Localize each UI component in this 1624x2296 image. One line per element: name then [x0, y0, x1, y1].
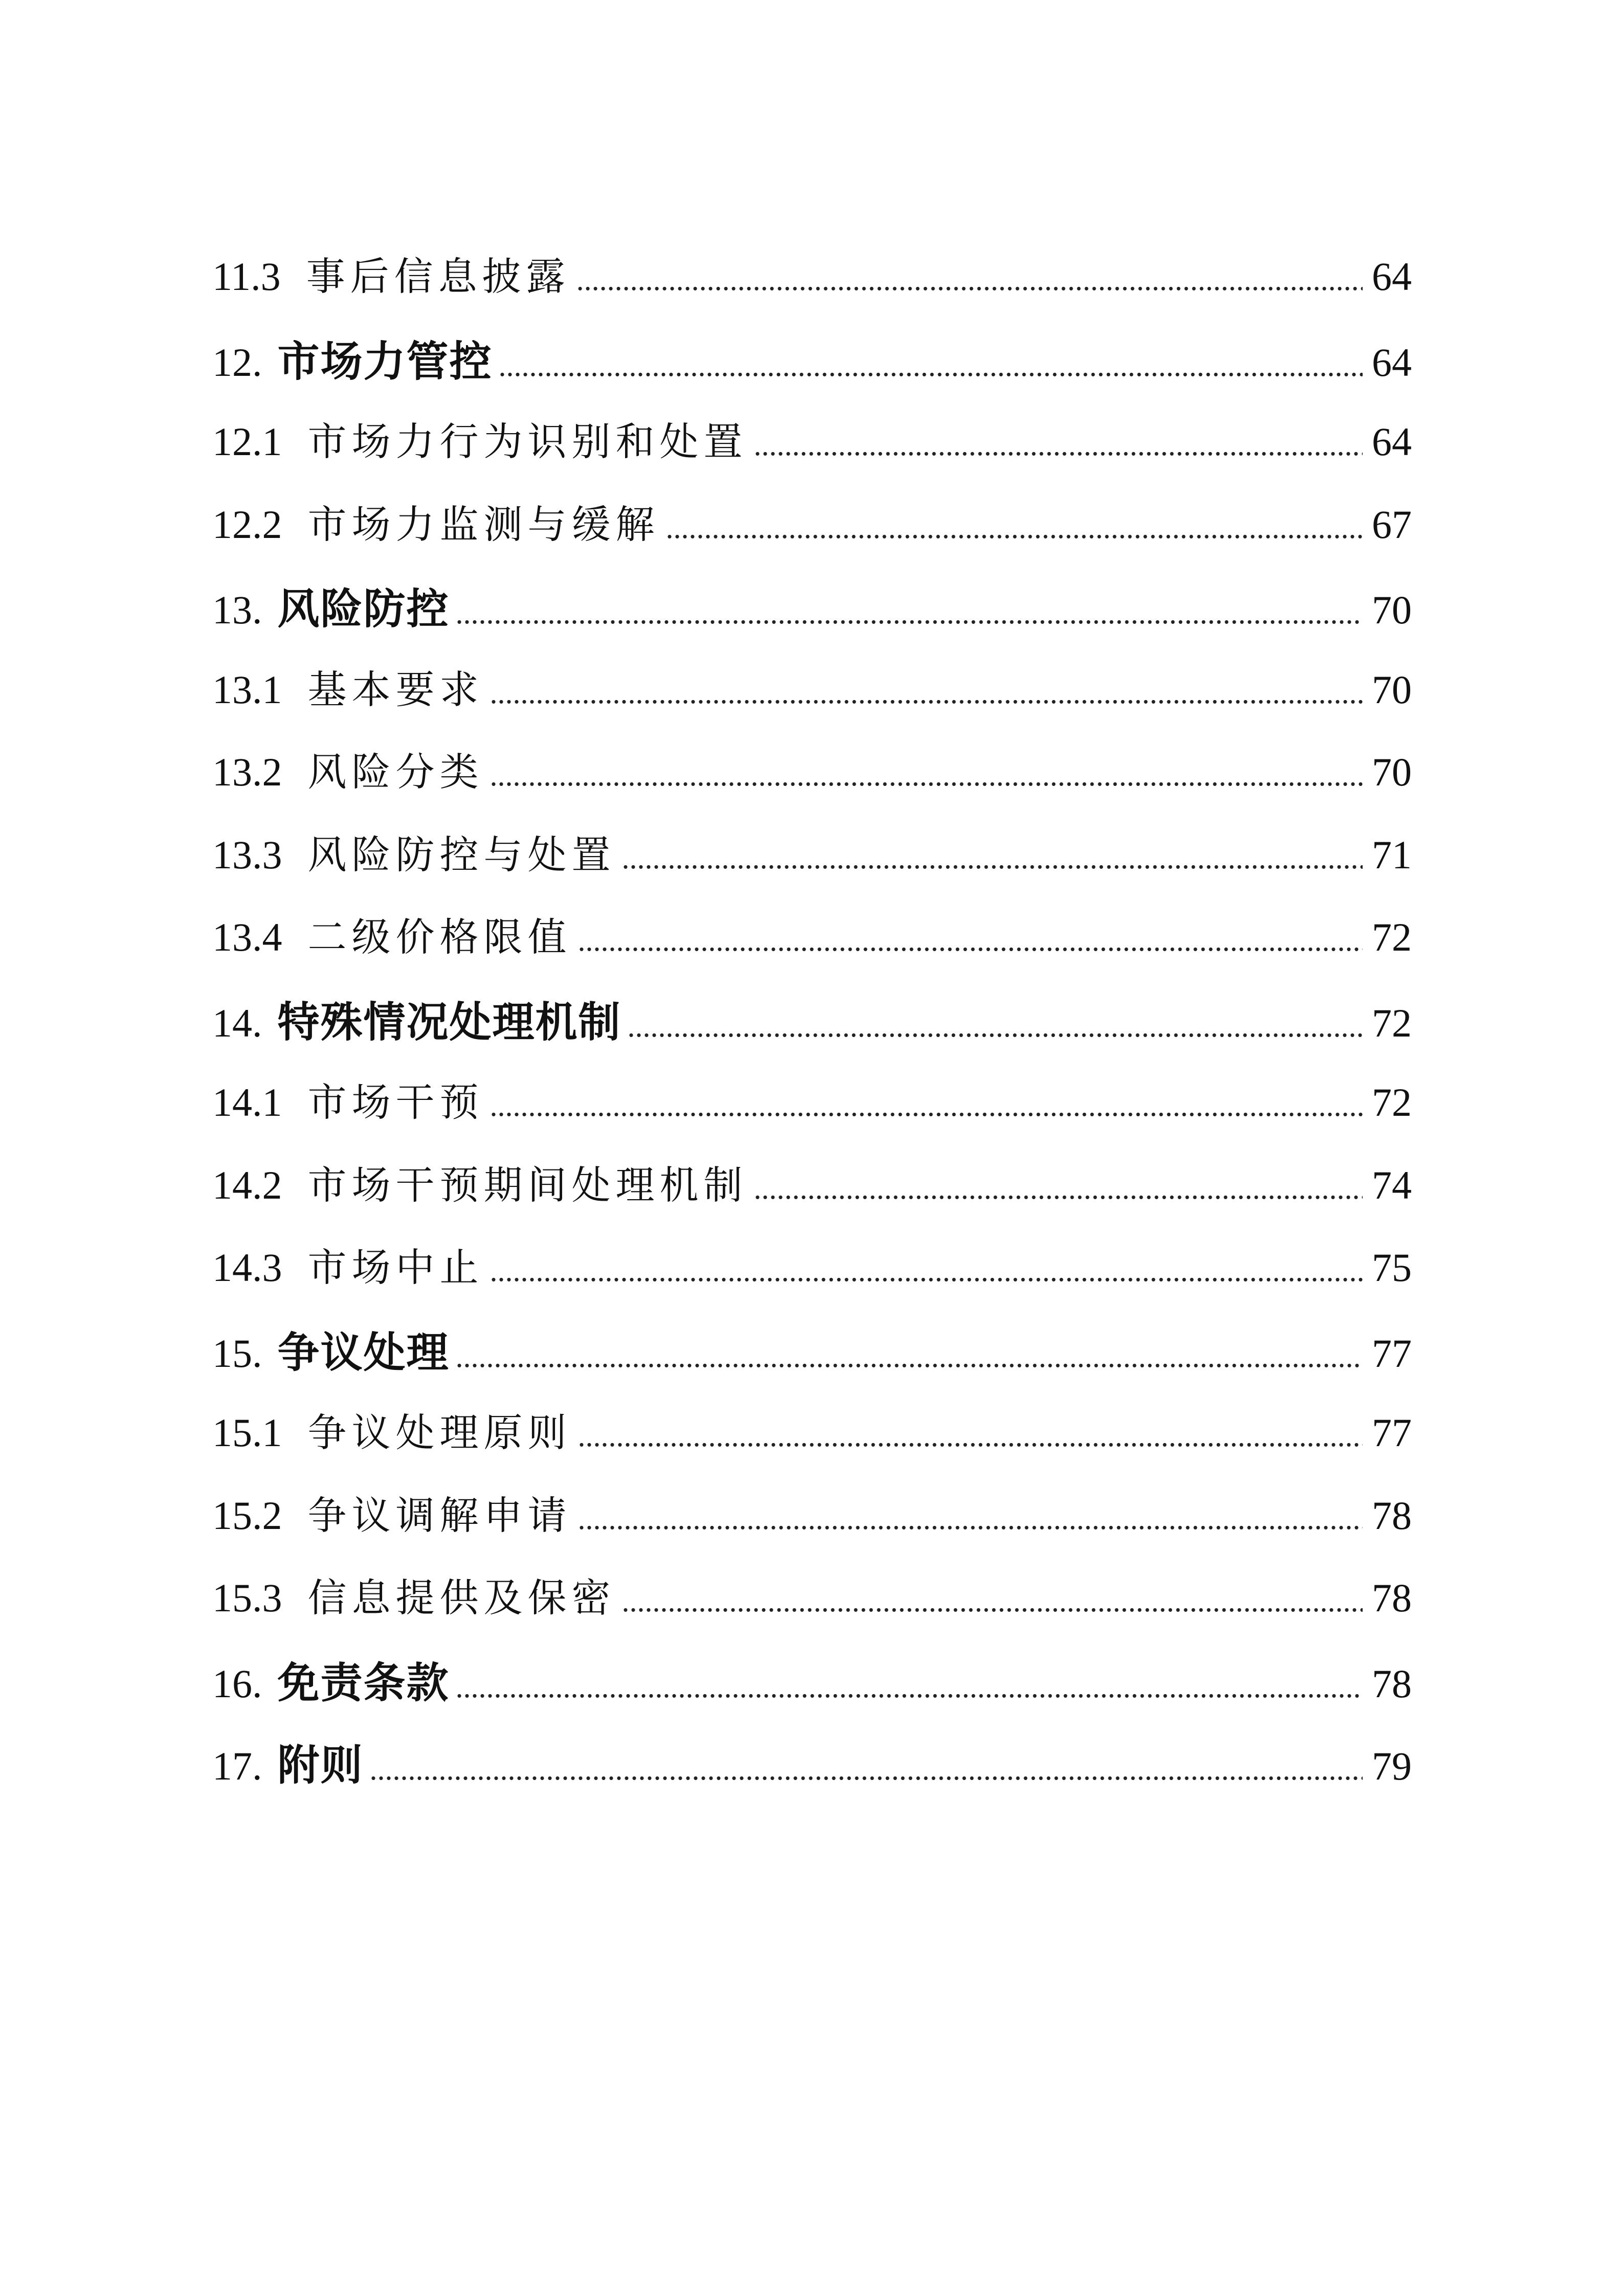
toc-entry-14[interactable]: [212, 989, 1412, 1072]
toc-entry-15-1[interactable]: [212, 1402, 1412, 1484]
toc-entry-title: 基本要求: [307, 666, 484, 712]
toc-entry-number: 14.1: [212, 1080, 282, 1124]
toc-entry-title: 风险分类: [307, 749, 484, 795]
toc-entry-page: 79: [1372, 1744, 1412, 1788]
dot-leader: [754, 1171, 1363, 1206]
toc-entry-12-2[interactable]: [212, 493, 1412, 576]
dot-leader: [578, 923, 1363, 958]
toc-entry-number: 15.1: [212, 1410, 282, 1455]
toc-entry-15-2[interactable]: [212, 1484, 1412, 1567]
toc-entry-13-2[interactable]: [212, 741, 1412, 824]
toc-entry-12[interactable]: [212, 328, 1412, 411]
toc-entry-15[interactable]: [212, 1319, 1412, 1402]
dot-leader: [622, 841, 1363, 876]
toc-entry-page: 64: [1372, 340, 1412, 385]
table-of-contents: [212, 245, 1412, 1815]
toc-entry-number: 15.: [212, 1331, 262, 1376]
toc-entry-title: 二级价格限值: [307, 914, 572, 960]
toc-entry-13-4[interactable]: [212, 906, 1412, 989]
toc-entry-page: 78: [1372, 1493, 1412, 1538]
toc-entry-title: 附则: [277, 1741, 364, 1790]
toc-entry-page: 77: [1372, 1410, 1412, 1455]
toc-entry-number: 16.: [212, 1661, 262, 1706]
toc-entry-title: 特殊情况处理机制: [277, 998, 621, 1047]
dot-leader: [666, 510, 1363, 546]
toc-entry-14-2[interactable]: [212, 1154, 1412, 1237]
toc-entry-11-3[interactable]: [212, 245, 1412, 328]
toc-entry-number: 13.1: [212, 667, 282, 712]
toc-entry-page: 70: [1372, 667, 1412, 712]
dot-leader: [754, 427, 1363, 463]
dot-leader: [628, 1009, 1363, 1044]
toc-entry-number: 14.: [212, 1000, 262, 1045]
toc-entry-page: 74: [1372, 1162, 1412, 1207]
toc-entry-15-3[interactable]: [212, 1567, 1412, 1650]
toc-entry-title: 市场干预: [307, 1079, 484, 1125]
toc-entry-number: 13.: [212, 588, 262, 632]
toc-entry-page: 64: [1372, 419, 1412, 464]
toc-entry-12-1[interactable]: [212, 411, 1412, 493]
toc-entry-title: 市场力管控: [277, 337, 493, 386]
toc-entry-number: 12.: [212, 340, 262, 385]
dot-leader: [370, 1752, 1363, 1787]
toc-entry-number: 13.4: [212, 915, 282, 959]
dot-leader: [490, 676, 1363, 711]
dot-leader: [499, 348, 1363, 384]
toc-entry-page: 72: [1372, 1080, 1412, 1124]
toc-entry-number: 11.3: [212, 254, 281, 299]
toc-entry-page: 71: [1372, 832, 1412, 877]
dot-leader: [490, 758, 1363, 793]
dot-leader: [456, 1670, 1363, 1705]
toc-entry-14-1[interactable]: [212, 1071, 1412, 1154]
toc-entry-title: 免责条款: [277, 1658, 450, 1707]
toc-entry-title: 市场力行为识别和处置: [307, 419, 748, 464]
dot-leader: [576, 262, 1363, 298]
toc-entry-number: 13.3: [212, 832, 282, 877]
toc-entry-number: 15.3: [212, 1575, 282, 1620]
toc-entry-page: 75: [1372, 1245, 1412, 1290]
toc-entry-13[interactable]: [212, 576, 1412, 659]
toc-entry-page: 70: [1372, 750, 1412, 794]
toc-entry-page: 72: [1372, 915, 1412, 959]
toc-entry-17[interactable]: [212, 1732, 1412, 1815]
toc-entry-title: 市场中止: [307, 1245, 484, 1290]
toc-entry-title: 事后信息披露: [306, 254, 570, 299]
toc-entry-number: 12.1: [212, 419, 282, 464]
dot-leader: [490, 1253, 1363, 1289]
toc-entry-number: 12.2: [212, 502, 282, 547]
toc-entry-page: 78: [1372, 1575, 1412, 1620]
toc-entry-number: 14.2: [212, 1162, 282, 1207]
toc-entry-title: 市场力监测与缓解: [307, 501, 660, 547]
toc-entry-16[interactable]: [212, 1650, 1412, 1732]
toc-entry-title: 风险防控: [277, 585, 450, 634]
toc-entry-page: 70: [1372, 588, 1412, 632]
dot-leader: [456, 1339, 1363, 1375]
dot-leader: [578, 1419, 1363, 1454]
toc-entry-page: 67: [1372, 502, 1412, 547]
toc-entry-title: 争议处理: [277, 1328, 450, 1377]
toc-entry-number: 14.3: [212, 1245, 282, 1290]
dot-leader: [490, 1088, 1363, 1123]
toc-entry-number: 17.: [212, 1744, 262, 1788]
toc-entry-page: 72: [1372, 1000, 1412, 1045]
dot-leader: [622, 1584, 1363, 1619]
toc-entry-number: 15.2: [212, 1493, 282, 1538]
toc-entry-13-3[interactable]: [212, 824, 1412, 907]
toc-entry-number: 13.2: [212, 750, 282, 794]
dot-leader: [578, 1501, 1363, 1537]
toc-entry-title: 争议处理原则: [307, 1410, 572, 1455]
toc-entry-title: 风险防控与处置: [307, 831, 616, 877]
toc-entry-page: 77: [1372, 1331, 1412, 1376]
toc-entry-14-3[interactable]: [212, 1236, 1412, 1319]
toc-entry-page: 78: [1372, 1661, 1412, 1706]
dot-leader: [456, 596, 1363, 631]
toc-entry-title: 信息提供及保密: [307, 1575, 616, 1620]
toc-entry-13-1[interactable]: [212, 659, 1412, 741]
toc-entry-title: 市场干预期间处理机制: [307, 1162, 748, 1208]
toc-entry-page: 64: [1372, 254, 1412, 299]
toc-entry-title: 争议调解申请: [307, 1492, 572, 1538]
